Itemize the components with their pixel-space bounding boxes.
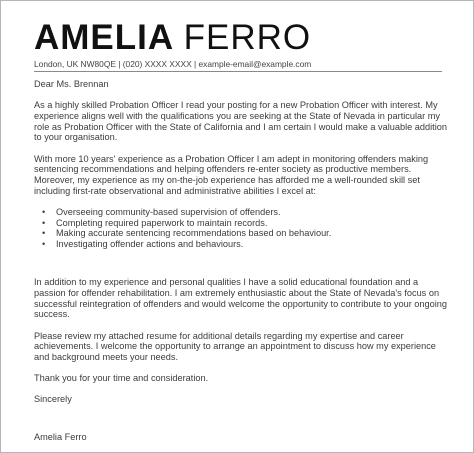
salutation: Dear Ms. Brennan (34, 79, 109, 89)
paragraph-intro: As a highly skilled Probation Officer I read your posting for a new Probation Officer with interest. My experience aligns well with the qualifications you are seeking at the State of Nevada in particular my role as Probation Officer with the State of California and I am certain I would make a valuable addition to your organisation. (34, 100, 447, 143)
skill-item: • Investigating offender actions and behaviours. (48, 239, 449, 250)
closing: Sincerely (34, 394, 72, 405)
skill-item: • Overseeing community-based supervision of offenders. (48, 207, 449, 218)
header-divider (34, 71, 442, 72)
skill-item: • Making accurate sentencing recommendations based on behaviour. (48, 228, 449, 239)
contact-line: London, UK NW80QE | (020) XXXX XXXX | example-email@example.com (34, 59, 312, 69)
paragraph-thanks: Thank you for your time and consideration. (34, 373, 209, 384)
paragraph-closing-request: Please review my attached resume for additional details regarding my expertise and career achievements. I welcome the opportunity to arrange an appointment to discuss how my experience and background meets your needs. (34, 330, 436, 363)
last-name: FERRO (183, 18, 312, 57)
letter-body (34, 79, 449, 443)
applicant-name (34, 19, 449, 57)
paragraph-experience: With more 10 years' experience as a Probation Officer I am adept in monitoring offenders making sentencing recommendations and helping offenders re-enter society as productive members. Moreover, my experience as my on-the-job experience has afforded me a well-rounded skill set including first-rate observational and administrative abilities I excel at: (34, 153, 429, 196)
skill-item: • Completing required paperwork to maintain records. (48, 218, 449, 229)
first-name: AMELIA (34, 18, 173, 57)
paragraph-education: In addition to my experience and personal qualities I have a solid educational foundation and a passion for offender rehabilitation. I am extremely enthusiastic about the State of Nevada's focus on successful reintegration of offenders and would welcome the opportunity to contribute to your ongoing success. (34, 277, 448, 320)
cover-letter (34, 19, 449, 443)
signature-name: Amelia Ferro (34, 432, 87, 443)
skills-list (34, 207, 449, 249)
